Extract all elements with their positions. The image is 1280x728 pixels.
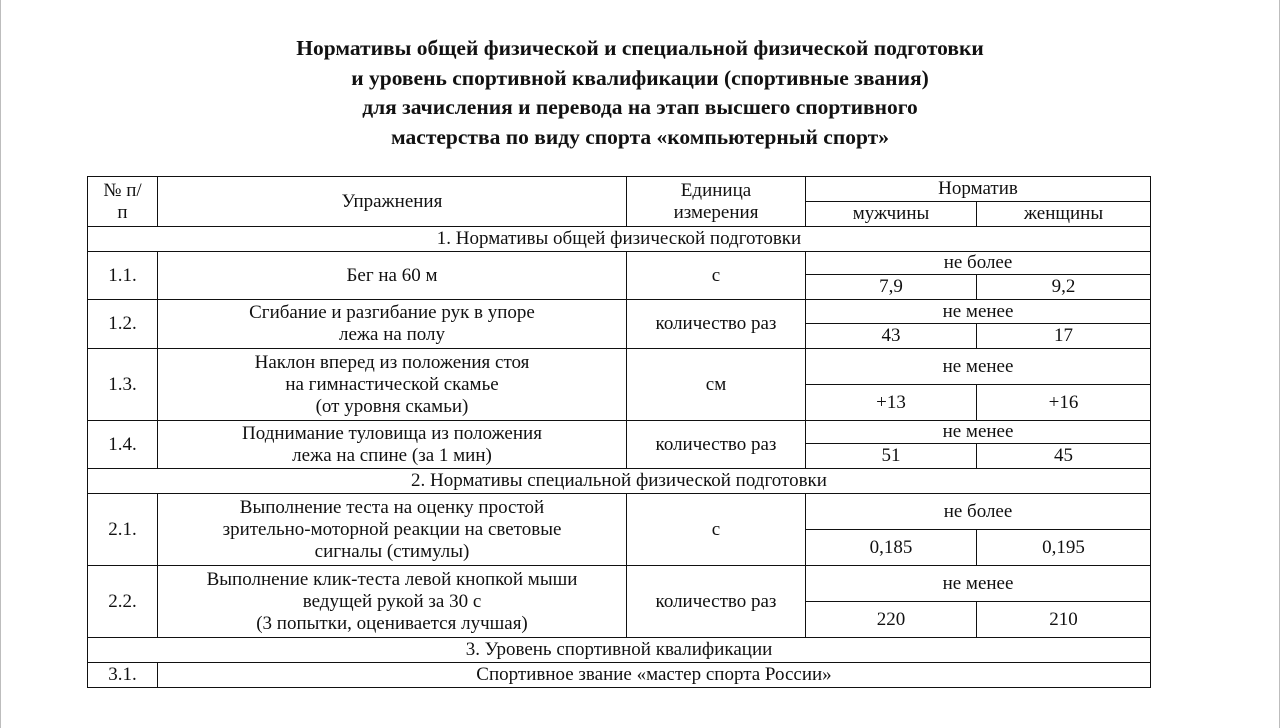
title-line-2: и уровень спортивной квалификации (спортивные звания) [351,65,929,90]
row-unit: количество раз [627,421,806,469]
table-row [88,300,1151,324]
norms-table [87,176,1151,688]
row-qualifier: не менее [806,421,1151,444]
row-women: +16 [977,385,1151,421]
row-qualification: Спортивное звание «мастер спорта России» [158,663,1151,688]
row-qualifier: не менее [806,300,1151,324]
row-men: +13 [806,385,977,421]
header-women: женщины [977,202,1151,227]
header-unit: Единица измерения [627,177,806,227]
table-row [88,349,1151,385]
title-line-4: мастерства по виду спорта «компьютерный спорт» [391,124,889,149]
table-row [88,663,1151,688]
section-row [88,638,1151,663]
row-men: 0,185 [806,530,977,566]
row-qualifier: не менее [806,566,1151,602]
header-men: мужчины [806,202,977,227]
row-exercise: Бег на 60 м [158,252,627,300]
row-unit: с [627,494,806,566]
row-unit: с [627,252,806,300]
table-row [88,421,1151,444]
row-num: 2.2. [88,566,158,638]
row-unit: см [627,349,806,421]
section-row [88,227,1151,252]
row-num: 1.4. [88,421,158,469]
section-title: 3. Уровень спортивной квалификации [88,638,1151,663]
page-title [0,34,1280,152]
row-women: 0,195 [977,530,1151,566]
row-qualifier: не менее [806,349,1151,385]
header-row [88,177,1151,202]
row-exercise: Выполнение клик-теста левой кнопкой мыши ведущей рукой за 30 с (3 попытки, оценивается лучшая) [158,566,627,638]
row-women: 45 [977,444,1151,469]
section-row [88,469,1151,494]
section-title: 1. Нормативы общей физической подготовки [88,227,1151,252]
row-num: 1.2. [88,300,158,349]
row-qualifier: не более [806,494,1151,530]
table-row [88,566,1151,602]
row-unit: количество раз [627,300,806,349]
row-women: 9,2 [977,275,1151,300]
row-qualifier: не более [806,252,1151,275]
header-num: № п/ п [88,177,158,227]
table-row [88,252,1151,275]
row-exercise: Поднимание туловища из положения лежа на спине (за 1 мин) [158,421,627,469]
table-row [88,494,1151,530]
row-num: 1.1. [88,252,158,300]
row-men: 51 [806,444,977,469]
title-line-1: Нормативы общей физической и специальной физической подготовки [296,36,984,60]
row-exercise: Наклон вперед из положения стоя на гимнастической скамье (от уровня скамьи) [158,349,627,421]
row-unit: количество раз [627,566,806,638]
row-num: 2.1. [88,494,158,566]
row-women: 17 [977,324,1151,349]
row-men: 43 [806,324,977,349]
section-title: 2. Нормативы специальной физической подготовки [88,469,1151,494]
row-exercise: Выполнение теста на оценку простой зрительно-моторной реакции на световые сигналы (стимулы) [158,494,627,566]
row-num: 3.1. [88,663,158,688]
row-men: 220 [806,602,977,638]
header-exercise: Упражнения [158,177,627,227]
row-num: 1.3. [88,349,158,421]
row-women: 210 [977,602,1151,638]
header-norm: Норматив [806,177,1151,202]
title-line-3: для зачисления и перевода на этап высшего спортивного [362,95,918,119]
row-exercise: Сгибание и разгибание рук в упоре лежа на полу [158,300,627,349]
row-men: 7,9 [806,275,977,300]
